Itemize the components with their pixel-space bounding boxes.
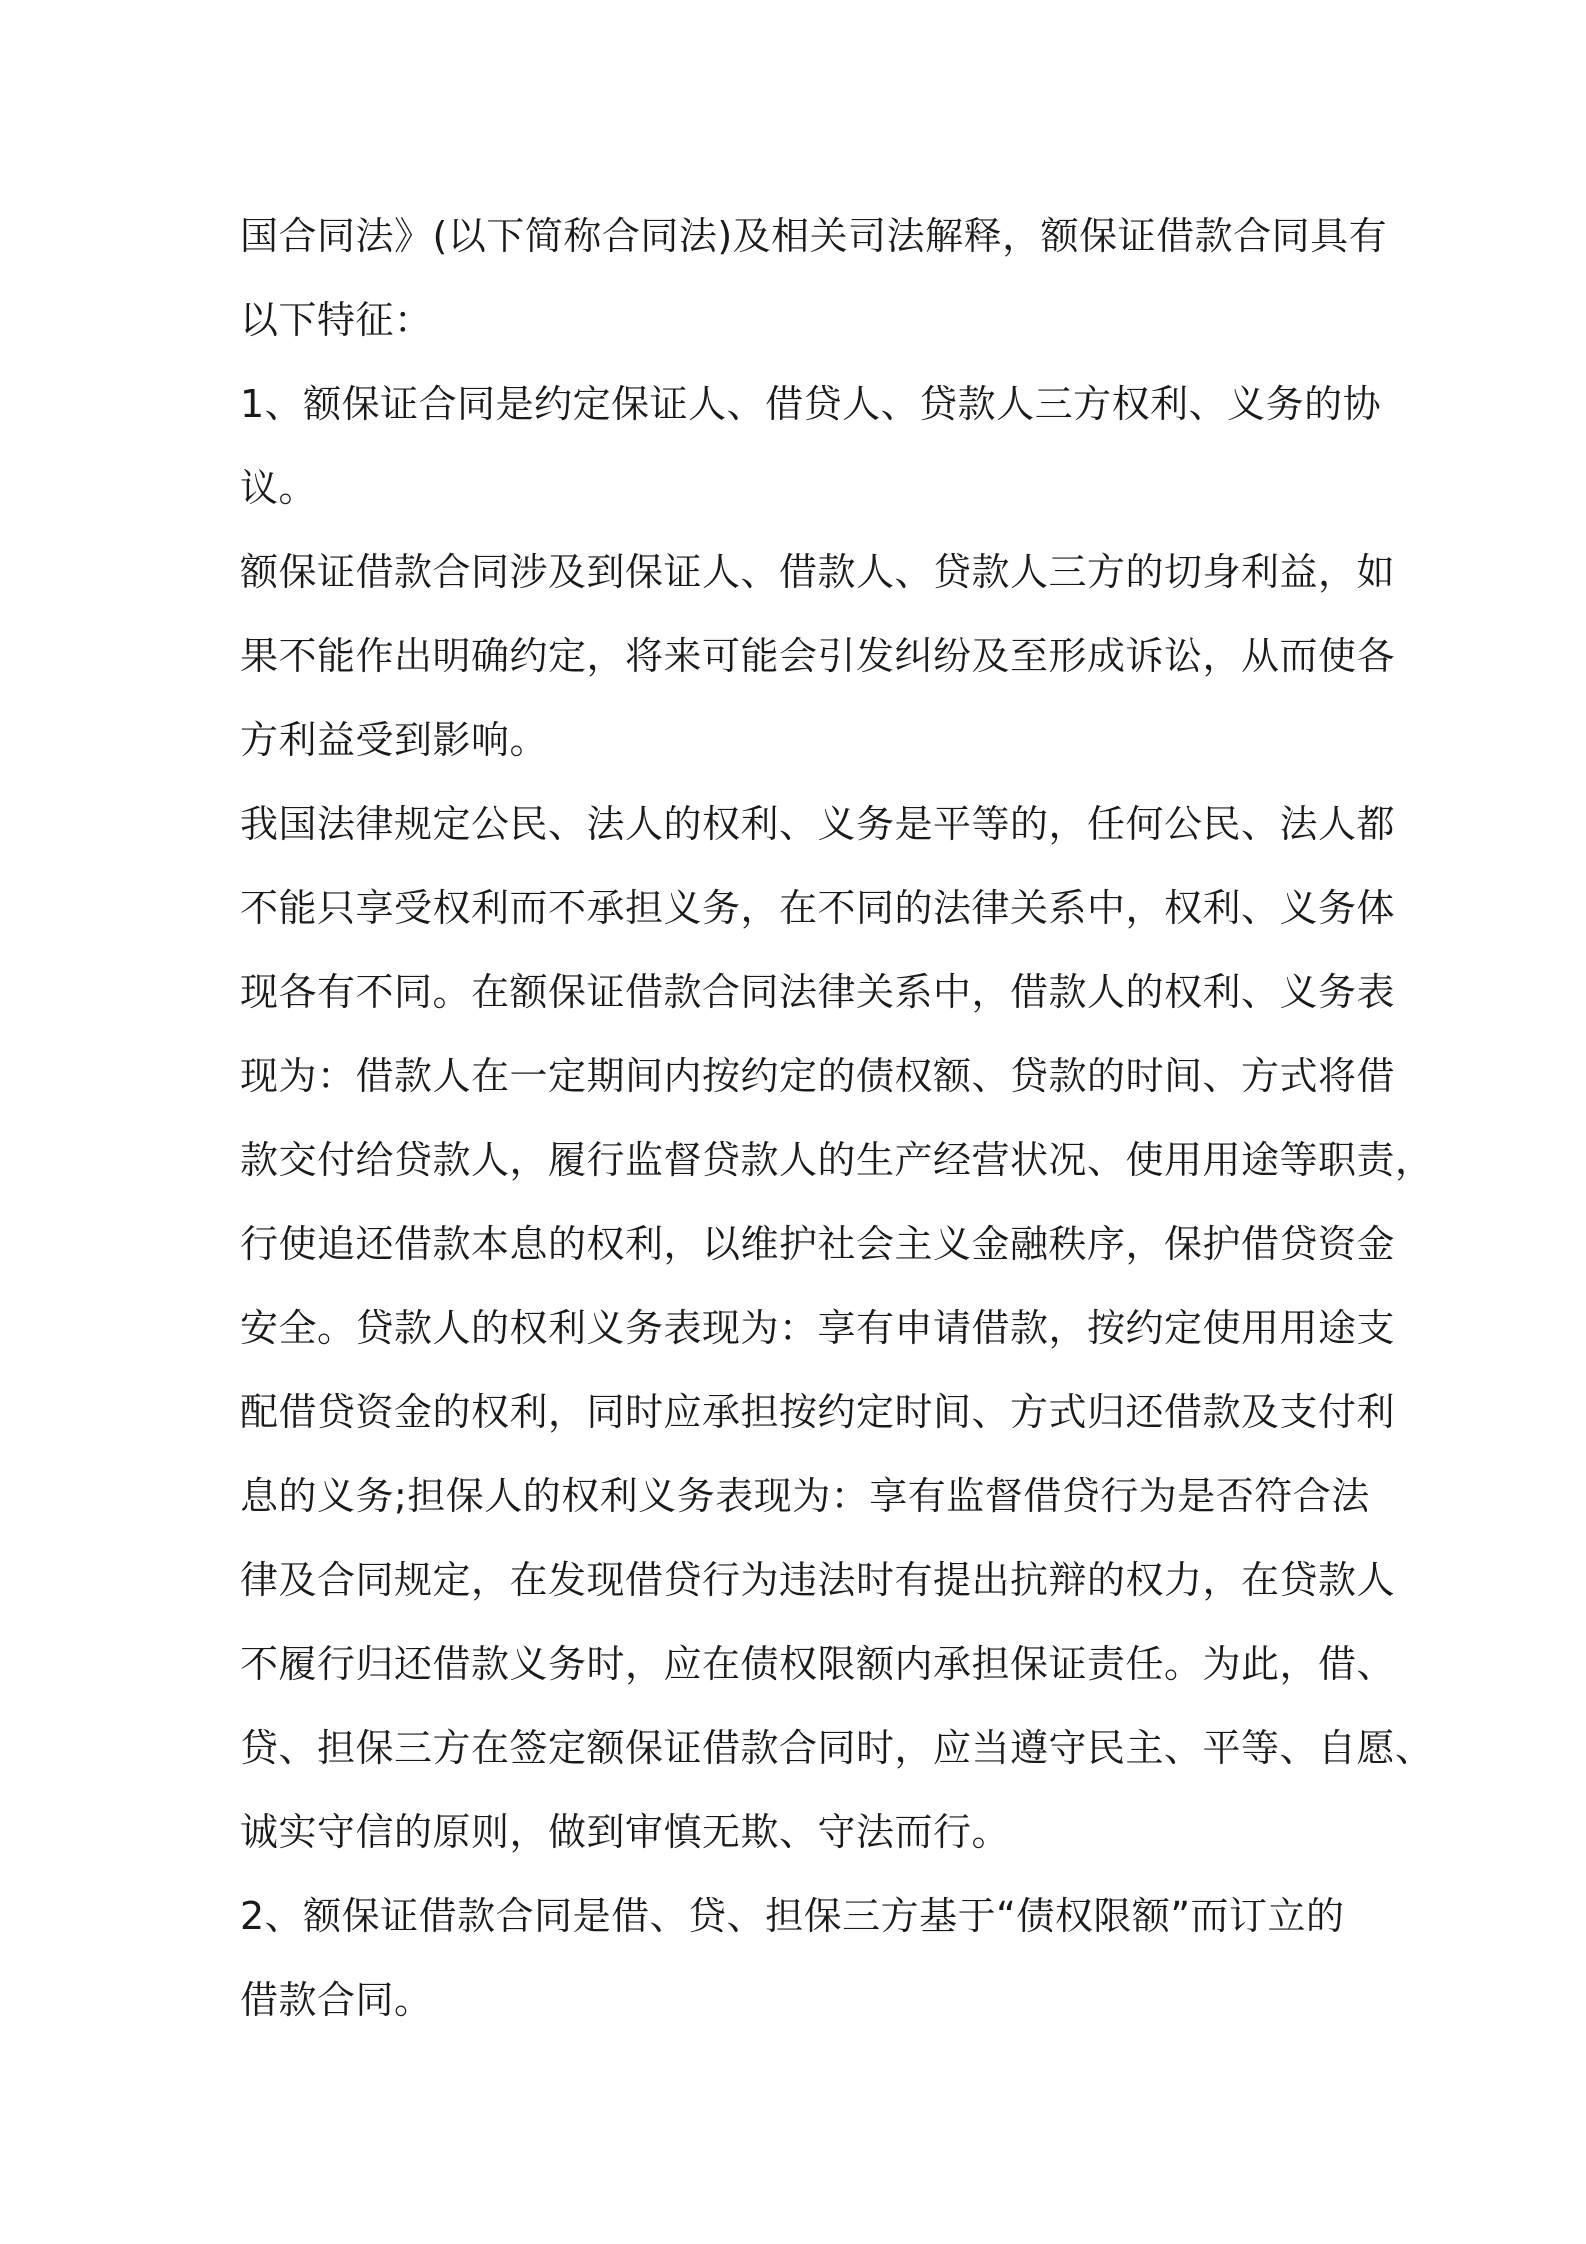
text-line: 国合同法》(以下简称合同法)及相关司法解释，额保证借款合同具有 [240, 214, 1388, 258]
text-line: 款交付给贷款人，履行监督贷款人的生产经营状况、使用用途等职责， [240, 1138, 1434, 1182]
text-line: 不履行归还借款义务时，应在债权限额内承担保证责任。为此，借、 [240, 1642, 1396, 1686]
text-line: 诚实守信的原则，做到审慎无欺、守法而行。 [240, 1810, 1011, 1854]
text-line: 配借贷资金的权利，同时应承担按约定时间、方式归还借款及支付利 [240, 1390, 1396, 1434]
text-line: 息的义务;担保人的权利义务表现为：享有监督借贷行为是否符合法 [240, 1474, 1370, 1518]
text-line: 我国法律规定公民、法人的权利、义务是平等的，任何公民、法人都 [240, 802, 1396, 846]
text-line: 额保证借款合同涉及到保证人、借款人、贷款人三方的切身利益，如 [240, 550, 1396, 594]
text-line: 议。 [240, 466, 318, 510]
text-line: 以下特征： [240, 298, 433, 342]
text-line: 律及合同规定，在发现借贷行为违法时有提出抗辩的权力，在贷款人 [240, 1558, 1396, 1602]
document-body [240, 194, 1434, 2042]
text-line: 现为：借款人在一定期间内按约定的债权额、贷款的时间、方式将借 [240, 1054, 1396, 1098]
text-line: 行使追还借款本息的权利，以维护社会主义金融秩序，保护借贷资金 [240, 1222, 1396, 1266]
text-line: 不能只享受权利而不承担义务，在不同的法律关系中，权利、义务体 [240, 886, 1396, 930]
text-line: 2、额保证借款合同是借、贷、担保三方基于“债权限额”而订立的 [240, 1894, 1345, 1938]
text-line: 果不能作出明确约定，将来可能会引发纠纷及至形成诉讼，从而使各 [240, 634, 1396, 678]
text-line: 现各有不同。在额保证借款合同法律关系中，借款人的权利、义务表 [240, 970, 1396, 1014]
text-line: 方利益受到影响。 [240, 718, 549, 762]
text-line: 贷、担保三方在签定额保证借款合同时，应当遵守民主、平等、自愿、 [240, 1726, 1434, 1770]
text-line: 安全。贷款人的权利义务表现为：享有申请借款，按约定使用用途支 [240, 1306, 1396, 1350]
text-line: 借款合同。 [240, 1978, 433, 2022]
text-line: 1、额保证合同是约定保证人、借贷人、贷款人三方权利、义务的协 [240, 382, 1382, 426]
